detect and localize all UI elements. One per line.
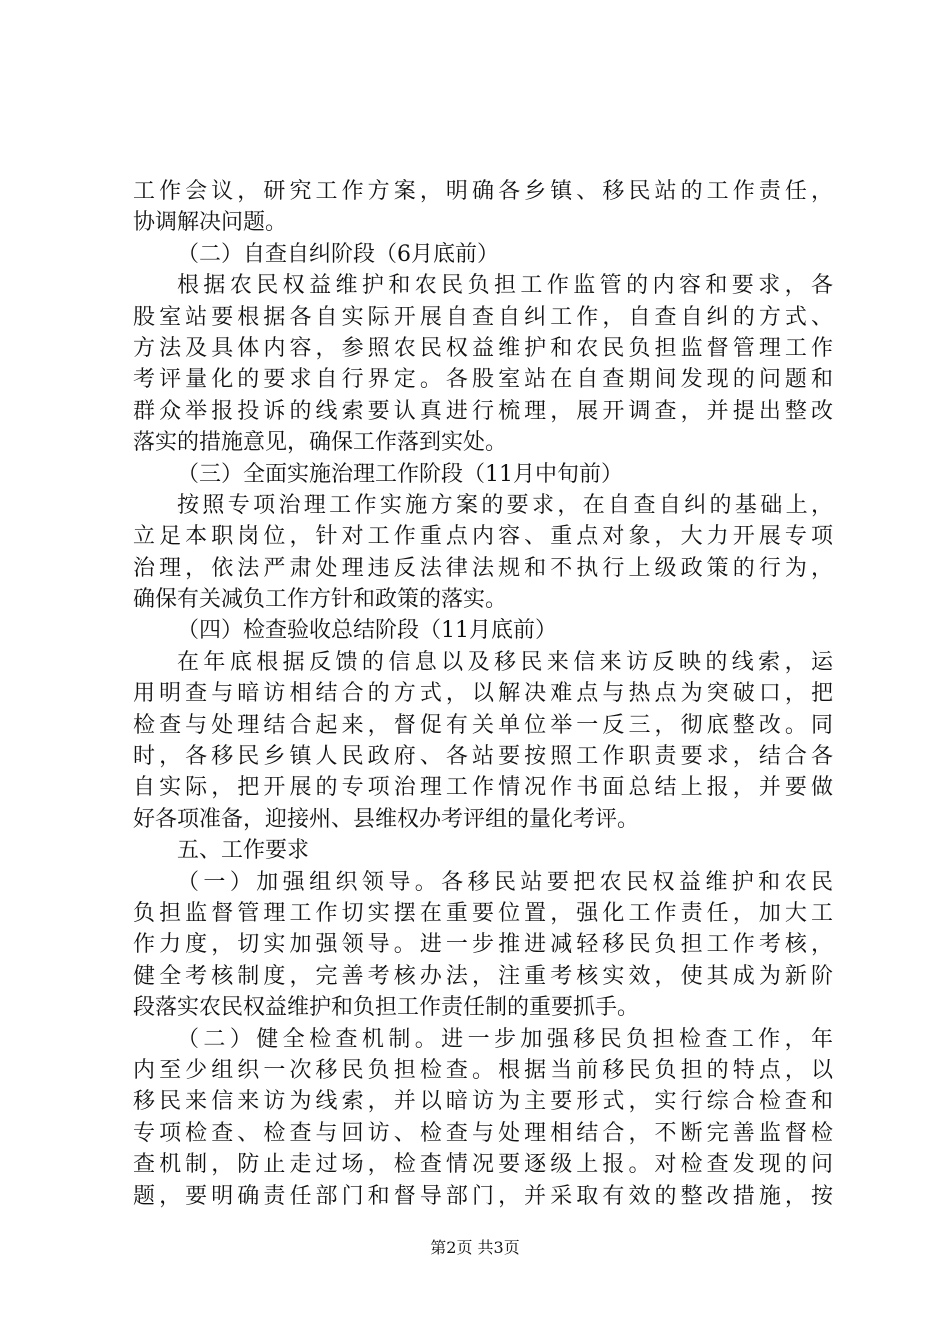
text-line: 协调解决问题。: [133, 210, 288, 236]
text-line: 治理，依法严肃处理违反法律法规和不执行上级政策的行为，: [133, 555, 833, 581]
text-line: 检查与处理结合起来，督促有关单位举一反三，彻底整改。同: [133, 712, 833, 738]
text-line: （三）全面实施治理工作阶段（11月中旬前）: [177, 461, 623, 487]
text-line: （四）检查验收总结阶段（11月底前）: [177, 618, 557, 644]
text-line: 健全考核制度，完善考核办法，注重考核实效，使其成为新阶: [133, 963, 833, 989]
text-line: 内至少组织一次移民负担检查。根据当前移民负担的特点，以: [133, 1057, 833, 1083]
text-line: （一）加强组织领导。各移民站要把农民权益维护和农民: [177, 869, 833, 895]
text-line: 用明查与暗访相结合的方式，以解决难点与热点为突破口，把: [133, 681, 833, 707]
text-line: 好各项准备，迎接州、县维权办考评组的量化考评。: [133, 806, 640, 832]
text-line: 时，各移民乡镇人民政府、各站要按照工作职责要求，结合各: [133, 744, 833, 770]
document-body: [133, 176, 833, 1212]
text-line: 在年底根据反馈的信息以及移民来信来访反映的线索，运: [177, 649, 833, 675]
text-line: （二）自查自纠阶段（6月底前）: [177, 241, 499, 267]
text-line: 群众举报投诉的线索要认真进行梳理，展开调查，并提出整改: [133, 398, 833, 424]
text-line: 查机制，防止走过场，检查情况要逐级上报。对检查发现的问: [133, 1152, 833, 1178]
text-line: 股室站要根据各自实际开展自查自纠工作，自查自纠的方式、: [133, 304, 833, 330]
text-line: （二）健全检查机制。进一步加强移民负担检查工作，年: [177, 1026, 833, 1052]
text-line: 工作会议，研究工作方案，明确各乡镇、移民站的工作责任，: [133, 179, 833, 204]
text-line: 作力度，切实加强领导。进一步推进减轻移民负担工作考核，: [133, 932, 833, 958]
text-line: 段落实农民权益维护和负担工作责任制的重要抓手。: [133, 995, 640, 1021]
text-line: 落实的措施意见，确保工作落到实处。: [133, 430, 508, 456]
text-line: 考评量化的要求自行界定。各股室站在自查期间发现的问题和: [133, 367, 833, 393]
text-line: 移民来信来访为线索，并以暗访为主要形式，实行综合检查和: [133, 1089, 833, 1115]
page-footer: 第2页 共3页: [430, 1238, 520, 1257]
text-line: 专项检查、检查与回访、检查与处理相结合，不断完善监督检: [133, 1120, 833, 1146]
text-line: 按照专项治理工作实施方案的要求，在自查自纠的基础上，: [177, 492, 833, 518]
text-line: 方法及具体内容，参照农民权益维护和农民负担监督管理工作: [133, 335, 833, 361]
text-line: 确保有关减负工作方针和政策的落实。: [133, 587, 508, 613]
text-line: 自实际，把开展的专项治理工作情况作书面总结上报，并要做: [133, 775, 833, 801]
text-line: 五、工作要求: [177, 838, 310, 864]
text-line: 立足本职岗位，针对工作重点内容、重点对象，大力开展专项: [133, 524, 833, 550]
text-line: 根据农民权益维护和农民负担工作监管的内容和要求，各: [177, 273, 833, 299]
text-line: 负担监督管理工作切实摆在重要位置，强化工作责任，加大工: [133, 900, 833, 926]
text-line: 题，要明确责任部门和督导部门，并采取有效的整改措施，按: [133, 1183, 833, 1209]
